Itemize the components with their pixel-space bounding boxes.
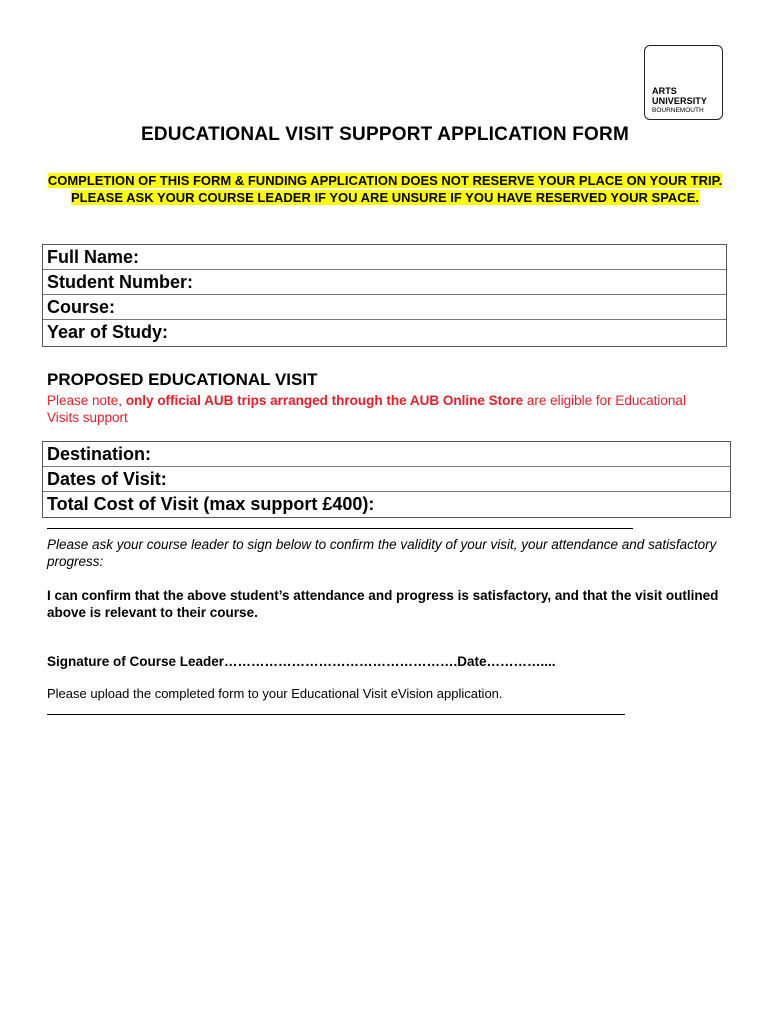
- visit-section-heading: PROPOSED EDUCATIONAL VISIT: [47, 370, 318, 389]
- upload-instruction: Please upload the completed form to your Educational Visit eVision application.: [47, 686, 503, 701]
- visit-details-table: [42, 441, 731, 518]
- field-year-of-study[interactable]: Year of Study:: [47, 322, 169, 342]
- leader-instruction: Please ask your course leader to sign below to confirm the validity of your visit, your attendance and satisfactory progress:: [47, 537, 717, 569]
- eligibility-note-bold: only official AUB trips arranged through the AUB Online Store: [125, 393, 524, 408]
- logo-line-arts: ARTS: [652, 86, 677, 96]
- field-total-cost[interactable]: Total Cost of Visit (max support £400):: [47, 494, 375, 514]
- leader-confirmation-statement: I can confirm that the above student’s attendance and progress is satisfactory, and that the visit outlined above is relevant to their course.: [47, 588, 719, 620]
- eligibility-note: [47, 392, 717, 426]
- field-dates-of-visit[interactable]: Dates of Visit:: [43, 467, 730, 492]
- student-details-table: [42, 244, 727, 347]
- eligibility-note-prefix: Please note,: [47, 393, 126, 408]
- university-logo: [644, 45, 723, 120]
- field-student-number[interactable]: Student Number:: [43, 270, 726, 295]
- eligibility-note-suffix: are eligible for Educational Visits support: [47, 393, 686, 425]
- logo-line-bournemouth: BOURNEMOUTH: [652, 107, 704, 114]
- reservation-notice: [40, 172, 730, 206]
- field-destination[interactable]: Destination:: [43, 442, 730, 467]
- field-course[interactable]: Course:: [43, 295, 726, 320]
- signature-line[interactable]: Signature of Course Leader…………………………………………….Date…………....: [47, 654, 556, 669]
- divider-line-bottom: [47, 714, 625, 715]
- form-title: EDUCATIONAL VISIT SUPPORT APPLICATION FORM: [141, 124, 629, 145]
- divider-line: [47, 528, 633, 529]
- reservation-notice-text: COMPLETION OF THIS FORM & FUNDING APPLICATION DOES NOT RESERVE YOUR PLACE ON YOUR TRIP. PLEASE ASK YOUR COURSE LEADER IF YOU ARE UNSURE IF YOU HAVE RESERVED YOUR SPACE.: [47, 173, 723, 205]
- field-full-name[interactable]: Full Name:: [43, 245, 726, 270]
- logo-line-university: UNIVERSITY: [652, 96, 708, 106]
